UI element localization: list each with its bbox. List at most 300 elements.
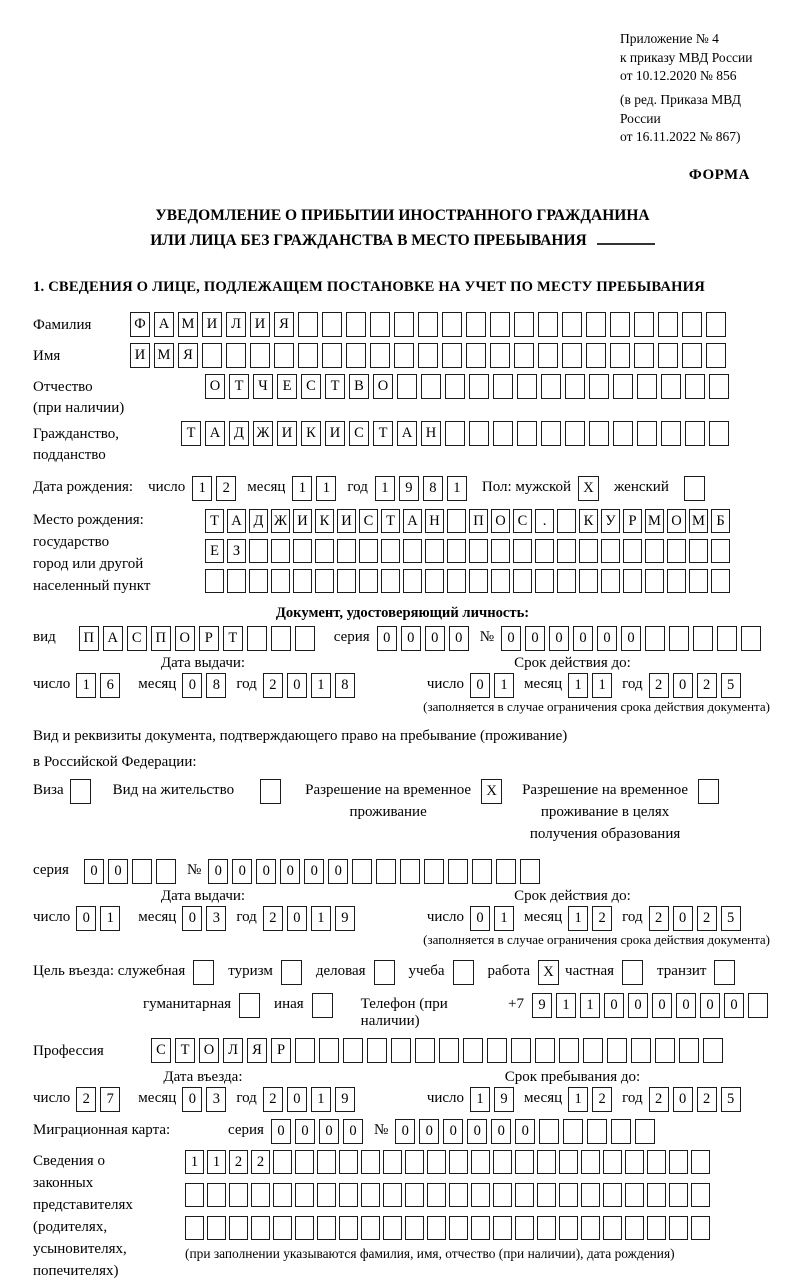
form-cell[interactable] bbox=[405, 1150, 424, 1174]
form-cell[interactable]: 1 bbox=[311, 1087, 331, 1112]
form-cell[interactable]: 0 bbox=[597, 626, 617, 651]
form-cell[interactable]: А bbox=[403, 509, 422, 533]
form-cell[interactable]: Л bbox=[223, 1038, 243, 1063]
form-cell[interactable]: У bbox=[601, 509, 620, 533]
form-cell[interactable]: . bbox=[535, 509, 554, 533]
form-cell[interactable] bbox=[637, 421, 657, 446]
form-cell[interactable] bbox=[517, 374, 537, 399]
form-cell[interactable]: 0 bbox=[652, 993, 672, 1018]
form-cell[interactable]: М bbox=[689, 509, 708, 533]
form-cell[interactable] bbox=[295, 1150, 314, 1174]
form-cell[interactable]: Л bbox=[226, 312, 246, 337]
form-cell[interactable] bbox=[565, 421, 585, 446]
form-cell[interactable] bbox=[587, 1119, 607, 1144]
form-cell[interactable]: 0 bbox=[443, 1119, 463, 1144]
form-cell[interactable] bbox=[637, 374, 657, 399]
form-cell[interactable] bbox=[711, 539, 730, 563]
form-cell[interactable] bbox=[589, 374, 609, 399]
form-cell[interactable] bbox=[667, 539, 686, 563]
form-cell[interactable] bbox=[469, 539, 488, 563]
form-cell[interactable]: 2 bbox=[263, 906, 283, 931]
res-valid-year-cells[interactable] bbox=[649, 906, 745, 931]
form-cell[interactable] bbox=[645, 569, 664, 593]
form-cell[interactable] bbox=[271, 569, 290, 593]
form-cell[interactable]: И bbox=[325, 421, 345, 446]
form-cell[interactable] bbox=[610, 343, 630, 368]
form-cell[interactable] bbox=[557, 509, 576, 533]
form-cell[interactable] bbox=[447, 569, 466, 593]
form-cell[interactable] bbox=[645, 626, 665, 651]
form-cell[interactable] bbox=[623, 539, 642, 563]
form-cell[interactable] bbox=[557, 539, 576, 563]
res-valid-day-cells[interactable] bbox=[470, 906, 518, 931]
form-cell[interactable]: 2 bbox=[76, 1087, 96, 1112]
form-cell[interactable] bbox=[586, 343, 606, 368]
form-cell[interactable]: П bbox=[469, 509, 488, 533]
form-cell[interactable] bbox=[647, 1150, 666, 1174]
form-cell[interactable] bbox=[273, 1183, 292, 1207]
form-cell[interactable]: Ф bbox=[130, 312, 150, 337]
form-cell[interactable] bbox=[685, 374, 705, 399]
form-cell[interactable] bbox=[487, 1038, 507, 1063]
official-checkbox[interactable] bbox=[193, 960, 214, 985]
form-cell[interactable] bbox=[579, 569, 598, 593]
form-cell[interactable]: 3 bbox=[206, 1087, 226, 1112]
form-cell[interactable]: Я bbox=[247, 1038, 267, 1063]
form-cell[interactable]: 1 bbox=[185, 1150, 204, 1174]
profession-cells[interactable] bbox=[151, 1038, 727, 1063]
form-cell[interactable] bbox=[515, 1216, 534, 1240]
form-cell[interactable] bbox=[520, 859, 540, 884]
form-cell[interactable]: 0 bbox=[401, 626, 421, 651]
form-cell[interactable]: А bbox=[205, 421, 225, 446]
doc-series-cells[interactable] bbox=[377, 626, 473, 651]
form-cell[interactable]: 0 bbox=[604, 993, 624, 1018]
form-cell[interactable]: 2 bbox=[697, 906, 717, 931]
form-cell[interactable] bbox=[383, 1216, 402, 1240]
birth-month-cells[interactable] bbox=[292, 476, 340, 501]
form-cell[interactable] bbox=[397, 374, 417, 399]
form-cell[interactable] bbox=[689, 569, 708, 593]
form-cell[interactable]: К bbox=[315, 509, 334, 533]
birthplace-row2-cells[interactable] bbox=[205, 539, 733, 563]
form-cell[interactable]: 0 bbox=[673, 1087, 693, 1112]
form-cell[interactable]: 6 bbox=[100, 673, 120, 698]
form-cell[interactable] bbox=[691, 1183, 710, 1207]
form-cell[interactable] bbox=[513, 569, 532, 593]
form-cell[interactable] bbox=[394, 312, 414, 337]
citizenship-cells[interactable] bbox=[181, 421, 733, 446]
form-cell[interactable] bbox=[381, 569, 400, 593]
form-cell[interactable] bbox=[271, 539, 290, 563]
form-cell[interactable]: Н bbox=[425, 509, 444, 533]
form-cell[interactable]: 0 bbox=[673, 673, 693, 698]
form-cell[interactable]: 1 bbox=[568, 906, 588, 931]
form-cell[interactable]: 1 bbox=[447, 476, 467, 501]
form-cell[interactable] bbox=[493, 1183, 512, 1207]
entry-year-cells[interactable] bbox=[263, 1087, 359, 1112]
form-cell[interactable]: Т bbox=[325, 374, 345, 399]
form-cell[interactable] bbox=[418, 312, 438, 337]
form-cell[interactable]: Д bbox=[249, 509, 268, 533]
form-cell[interactable]: 8 bbox=[335, 673, 355, 698]
form-cell[interactable] bbox=[185, 1216, 204, 1240]
form-cell[interactable] bbox=[343, 1038, 363, 1063]
form-cell[interactable] bbox=[227, 569, 246, 593]
form-cell[interactable]: А bbox=[154, 312, 174, 337]
form-cell[interactable] bbox=[471, 1183, 490, 1207]
form-cell[interactable] bbox=[685, 421, 705, 446]
form-cell[interactable] bbox=[381, 539, 400, 563]
form-cell[interactable] bbox=[667, 569, 686, 593]
form-cell[interactable] bbox=[427, 1216, 446, 1240]
doc-type-cells[interactable] bbox=[79, 626, 319, 651]
form-cell[interactable] bbox=[315, 569, 334, 593]
form-cell[interactable] bbox=[586, 312, 606, 337]
form-cell[interactable]: 9 bbox=[399, 476, 419, 501]
form-cell[interactable] bbox=[661, 421, 681, 446]
form-cell[interactable]: 2 bbox=[263, 673, 283, 698]
form-cell[interactable] bbox=[493, 421, 513, 446]
form-cell[interactable]: 1 bbox=[292, 476, 312, 501]
form-cell[interactable] bbox=[511, 1038, 531, 1063]
form-cell[interactable]: 0 bbox=[328, 859, 348, 884]
form-cell[interactable]: Т bbox=[205, 509, 224, 533]
form-cell[interactable] bbox=[691, 1150, 710, 1174]
form-cell[interactable] bbox=[711, 569, 730, 593]
form-cell[interactable] bbox=[394, 343, 414, 368]
form-cell[interactable]: 0 bbox=[467, 1119, 487, 1144]
form-cell[interactable] bbox=[535, 539, 554, 563]
temp-residence-edu-checkbox[interactable] bbox=[698, 779, 719, 804]
form-cell[interactable] bbox=[589, 421, 609, 446]
form-cell[interactable] bbox=[557, 569, 576, 593]
form-cell[interactable] bbox=[442, 312, 462, 337]
rep-row2-cells[interactable] bbox=[185, 1183, 713, 1207]
form-cell[interactable]: 8 bbox=[206, 673, 226, 698]
form-cell[interactable] bbox=[515, 1150, 534, 1174]
form-cell[interactable] bbox=[469, 421, 489, 446]
form-cell[interactable]: 1 bbox=[192, 476, 212, 501]
given-name-cells[interactable] bbox=[130, 343, 730, 368]
form-cell[interactable] bbox=[293, 569, 312, 593]
form-cell[interactable]: 3 bbox=[206, 906, 226, 931]
form-cell[interactable] bbox=[682, 312, 702, 337]
form-cell[interactable]: Р bbox=[199, 626, 219, 651]
form-cell[interactable]: О bbox=[205, 374, 225, 399]
form-cell[interactable]: 0 bbox=[395, 1119, 415, 1144]
form-cell[interactable] bbox=[271, 626, 291, 651]
form-cell[interactable] bbox=[493, 1216, 512, 1240]
entry-day-cells[interactable] bbox=[76, 1087, 124, 1112]
form-cell[interactable] bbox=[669, 1216, 688, 1240]
form-cell[interactable]: 0 bbox=[182, 1087, 202, 1112]
form-cell[interactable]: И bbox=[202, 312, 222, 337]
form-cell[interactable] bbox=[537, 1183, 556, 1207]
form-cell[interactable] bbox=[361, 1183, 380, 1207]
form-cell[interactable] bbox=[541, 421, 561, 446]
form-cell[interactable] bbox=[339, 1183, 358, 1207]
form-cell[interactable]: 1 bbox=[580, 993, 600, 1018]
form-cell[interactable]: 0 bbox=[676, 993, 696, 1018]
form-cell[interactable]: С bbox=[151, 1038, 171, 1063]
form-cell[interactable] bbox=[337, 569, 356, 593]
doc-issue-month-cells[interactable] bbox=[182, 673, 230, 698]
form-cell[interactable] bbox=[370, 312, 390, 337]
phone-cells[interactable] bbox=[532, 993, 772, 1018]
form-cell[interactable] bbox=[317, 1183, 336, 1207]
form-cell[interactable]: 0 bbox=[271, 1119, 291, 1144]
doc-valid-month-cells[interactable] bbox=[568, 673, 616, 698]
form-cell[interactable] bbox=[514, 312, 534, 337]
form-cell[interactable] bbox=[603, 1183, 622, 1207]
form-cell[interactable] bbox=[490, 312, 510, 337]
form-cell[interactable]: Я bbox=[274, 312, 294, 337]
private-checkbox[interactable] bbox=[622, 960, 643, 985]
form-cell[interactable]: 1 bbox=[375, 476, 395, 501]
form-cell[interactable] bbox=[645, 539, 664, 563]
form-cell[interactable] bbox=[447, 509, 466, 533]
form-cell[interactable] bbox=[466, 343, 486, 368]
tourism-checkbox[interactable] bbox=[281, 960, 302, 985]
form-cell[interactable] bbox=[415, 1038, 435, 1063]
form-cell[interactable]: Д bbox=[229, 421, 249, 446]
form-cell[interactable]: 0 bbox=[108, 859, 128, 884]
form-cell[interactable]: 0 bbox=[673, 906, 693, 931]
residence-permit-checkbox[interactable] bbox=[260, 779, 281, 804]
form-cell[interactable]: 9 bbox=[335, 1087, 355, 1112]
form-cell[interactable]: С bbox=[349, 421, 369, 446]
form-cell[interactable]: 0 bbox=[208, 859, 228, 884]
form-cell[interactable] bbox=[391, 1038, 411, 1063]
form-cell[interactable]: 0 bbox=[287, 673, 307, 698]
form-cell[interactable] bbox=[559, 1183, 578, 1207]
form-cell[interactable] bbox=[579, 539, 598, 563]
form-cell[interactable]: Т bbox=[373, 421, 393, 446]
form-cell[interactable]: 2 bbox=[649, 673, 669, 698]
form-cell[interactable] bbox=[469, 374, 489, 399]
form-cell[interactable] bbox=[207, 1183, 226, 1207]
form-cell[interactable] bbox=[669, 1183, 688, 1207]
form-cell[interactable]: А bbox=[103, 626, 123, 651]
form-cell[interactable]: 0 bbox=[549, 626, 569, 651]
form-cell[interactable] bbox=[709, 421, 729, 446]
form-cell[interactable]: М bbox=[178, 312, 198, 337]
form-cell[interactable]: О bbox=[667, 509, 686, 533]
form-cell[interactable]: 1 bbox=[568, 1087, 588, 1112]
form-cell[interactable] bbox=[132, 859, 152, 884]
form-cell[interactable] bbox=[251, 1183, 270, 1207]
form-cell[interactable]: Р bbox=[271, 1038, 291, 1063]
business-checkbox[interactable] bbox=[374, 960, 395, 985]
form-cell[interactable]: 1 bbox=[311, 673, 331, 698]
humanitarian-checkbox[interactable] bbox=[239, 993, 260, 1018]
form-cell[interactable] bbox=[251, 1216, 270, 1240]
form-cell[interactable]: Е bbox=[277, 374, 297, 399]
form-cell[interactable] bbox=[156, 859, 176, 884]
form-cell[interactable] bbox=[471, 1216, 490, 1240]
form-cell[interactable] bbox=[427, 1150, 446, 1174]
rep-row3-cells[interactable] bbox=[185, 1216, 713, 1240]
form-cell[interactable] bbox=[535, 569, 554, 593]
form-cell[interactable] bbox=[425, 569, 444, 593]
form-cell[interactable]: 0 bbox=[525, 626, 545, 651]
form-cell[interactable] bbox=[601, 569, 620, 593]
study-checkbox[interactable] bbox=[453, 960, 474, 985]
form-cell[interactable]: 0 bbox=[76, 906, 96, 931]
form-cell[interactable] bbox=[607, 1038, 627, 1063]
form-cell[interactable]: 5 bbox=[721, 1087, 741, 1112]
res-issue-day-cells[interactable] bbox=[76, 906, 124, 931]
form-cell[interactable]: С bbox=[359, 509, 378, 533]
form-cell[interactable]: И bbox=[293, 509, 312, 533]
form-cell[interactable] bbox=[703, 1038, 723, 1063]
form-cell[interactable] bbox=[247, 626, 267, 651]
form-cell[interactable]: 0 bbox=[470, 673, 490, 698]
form-cell[interactable]: 1 bbox=[494, 673, 514, 698]
form-cell[interactable] bbox=[610, 312, 630, 337]
form-cell[interactable] bbox=[538, 312, 558, 337]
form-cell[interactable] bbox=[250, 343, 270, 368]
form-cell[interactable] bbox=[322, 312, 342, 337]
doc-valid-year-cells[interactable] bbox=[649, 673, 745, 698]
form-cell[interactable]: 9 bbox=[532, 993, 552, 1018]
form-cell[interactable] bbox=[405, 1216, 424, 1240]
form-cell[interactable] bbox=[226, 343, 246, 368]
form-cell[interactable]: 1 bbox=[316, 476, 336, 501]
form-cell[interactable] bbox=[449, 1183, 468, 1207]
form-cell[interactable] bbox=[623, 569, 642, 593]
form-cell[interactable] bbox=[565, 374, 585, 399]
form-cell[interactable]: 0 bbox=[501, 626, 521, 651]
form-cell[interactable]: 0 bbox=[287, 906, 307, 931]
form-cell[interactable] bbox=[669, 1150, 688, 1174]
form-cell[interactable]: Ж bbox=[253, 421, 273, 446]
form-cell[interactable] bbox=[448, 859, 468, 884]
form-cell[interactable]: Я bbox=[178, 343, 198, 368]
form-cell[interactable] bbox=[418, 343, 438, 368]
form-cell[interactable] bbox=[634, 312, 654, 337]
form-cell[interactable] bbox=[658, 312, 678, 337]
form-cell[interactable] bbox=[298, 312, 318, 337]
form-cell[interactable] bbox=[447, 539, 466, 563]
form-cell[interactable]: 0 bbox=[700, 993, 720, 1018]
form-cell[interactable] bbox=[583, 1038, 603, 1063]
form-cell[interactable] bbox=[693, 626, 713, 651]
form-cell[interactable] bbox=[317, 1216, 336, 1240]
form-cell[interactable] bbox=[625, 1216, 644, 1240]
form-cell[interactable] bbox=[515, 1183, 534, 1207]
form-cell[interactable] bbox=[541, 374, 561, 399]
form-cell[interactable] bbox=[706, 312, 726, 337]
form-cell[interactable]: А bbox=[227, 509, 246, 533]
form-cell[interactable] bbox=[367, 1038, 387, 1063]
form-cell[interactable] bbox=[317, 1150, 336, 1174]
form-cell[interactable] bbox=[581, 1150, 600, 1174]
form-cell[interactable] bbox=[202, 343, 222, 368]
form-cell[interactable] bbox=[274, 343, 294, 368]
form-cell[interactable] bbox=[535, 1038, 555, 1063]
form-cell[interactable]: 1 bbox=[568, 673, 588, 698]
form-cell[interactable]: 5 bbox=[721, 906, 741, 931]
form-cell[interactable] bbox=[717, 626, 737, 651]
form-cell[interactable]: Т bbox=[175, 1038, 195, 1063]
form-cell[interactable] bbox=[295, 626, 315, 651]
form-cell[interactable] bbox=[647, 1183, 666, 1207]
form-cell[interactable] bbox=[229, 1183, 248, 1207]
form-cell[interactable] bbox=[493, 374, 513, 399]
form-cell[interactable] bbox=[346, 312, 366, 337]
form-cell[interactable] bbox=[709, 374, 729, 399]
form-cell[interactable] bbox=[352, 859, 372, 884]
form-cell[interactable]: 0 bbox=[295, 1119, 315, 1144]
form-cell[interactable] bbox=[273, 1150, 292, 1174]
form-cell[interactable] bbox=[400, 859, 420, 884]
form-cell[interactable] bbox=[491, 539, 510, 563]
form-cell[interactable]: 0 bbox=[628, 993, 648, 1018]
form-cell[interactable] bbox=[383, 1150, 402, 1174]
form-cell[interactable] bbox=[359, 539, 378, 563]
birthplace-row3-cells[interactable] bbox=[205, 569, 733, 593]
form-cell[interactable] bbox=[603, 1216, 622, 1240]
form-cell[interactable]: А bbox=[397, 421, 417, 446]
form-cell[interactable] bbox=[421, 374, 441, 399]
form-cell[interactable] bbox=[185, 1183, 204, 1207]
form-cell[interactable] bbox=[295, 1183, 314, 1207]
stay-year-cells[interactable] bbox=[649, 1087, 745, 1112]
form-cell[interactable] bbox=[337, 539, 356, 563]
form-cell[interactable] bbox=[469, 569, 488, 593]
form-cell[interactable] bbox=[513, 539, 532, 563]
form-cell[interactable] bbox=[661, 374, 681, 399]
form-cell[interactable] bbox=[471, 1150, 490, 1174]
form-cell[interactable]: 7 bbox=[100, 1087, 120, 1112]
form-cell[interactable]: 0 bbox=[470, 906, 490, 931]
form-cell[interactable] bbox=[405, 1183, 424, 1207]
form-cell[interactable] bbox=[514, 343, 534, 368]
form-cell[interactable]: Р bbox=[623, 509, 642, 533]
form-cell[interactable]: 2 bbox=[649, 906, 669, 931]
form-cell[interactable] bbox=[339, 1216, 358, 1240]
form-cell[interactable] bbox=[249, 569, 268, 593]
form-cell[interactable]: 0 bbox=[573, 626, 593, 651]
form-cell[interactable] bbox=[403, 539, 422, 563]
form-cell[interactable]: И bbox=[277, 421, 297, 446]
form-cell[interactable]: 9 bbox=[494, 1087, 514, 1112]
form-cell[interactable] bbox=[538, 343, 558, 368]
form-cell[interactable]: 0 bbox=[182, 906, 202, 931]
form-cell[interactable]: С bbox=[301, 374, 321, 399]
birth-year-cells[interactable] bbox=[375, 476, 471, 501]
form-cell[interactable] bbox=[517, 421, 537, 446]
form-cell[interactable]: 0 bbox=[280, 859, 300, 884]
stay-month-cells[interactable] bbox=[568, 1087, 616, 1112]
form-cell[interactable] bbox=[581, 1216, 600, 1240]
form-cell[interactable]: 1 bbox=[76, 673, 96, 698]
form-cell[interactable]: 0 bbox=[449, 626, 469, 651]
form-cell[interactable] bbox=[449, 1216, 468, 1240]
work-checkbox[interactable]: X bbox=[538, 960, 559, 985]
doc-valid-day-cells[interactable] bbox=[470, 673, 518, 698]
form-cell[interactable] bbox=[655, 1038, 675, 1063]
entry-month-cells[interactable] bbox=[182, 1087, 230, 1112]
form-cell[interactable] bbox=[442, 343, 462, 368]
res-series-cells[interactable] bbox=[84, 859, 180, 884]
form-cell[interactable] bbox=[559, 1150, 578, 1174]
res-issue-year-cells[interactable] bbox=[263, 906, 359, 931]
form-cell[interactable]: О bbox=[491, 509, 510, 533]
form-cell[interactable] bbox=[205, 569, 224, 593]
